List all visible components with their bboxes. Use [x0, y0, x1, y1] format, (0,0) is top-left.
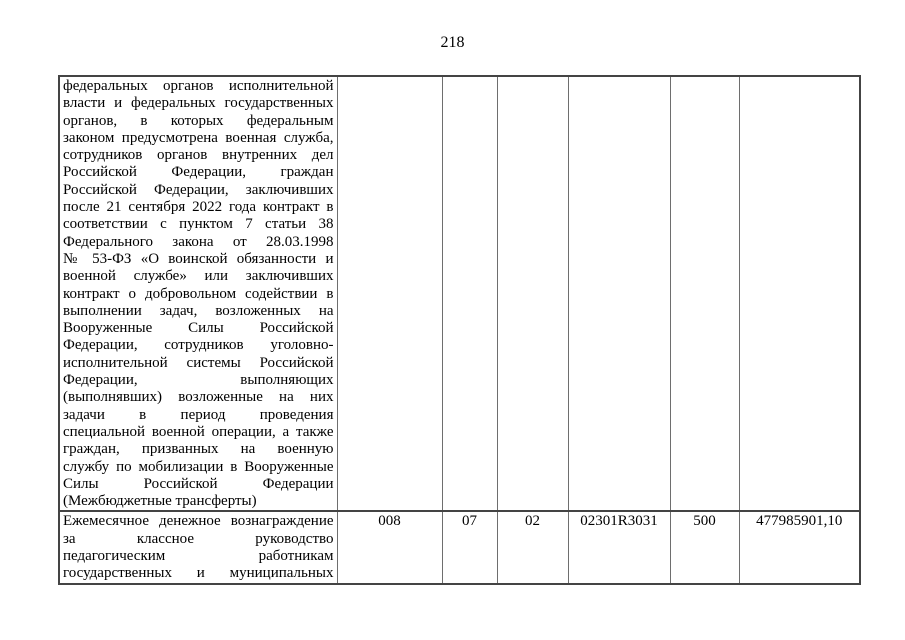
description-cell: [59, 511, 337, 583]
cell-text-line: (Межбюджетные трансферты): [63, 493, 257, 510]
cell-text-line: Федерации, выполняющих: [63, 372, 334, 389]
cell-text-line: за классное руководство: [63, 530, 334, 547]
cell-text-line: специальной военной операции, а также: [63, 423, 334, 440]
cell-text-line: службу по мобилизации в Вооруженные: [63, 458, 334, 475]
cell-text-line: Вооруженные Силы Российской: [63, 320, 334, 337]
description-cell: [59, 76, 337, 511]
cell-text-line: педагогическим работникам: [63, 548, 334, 565]
expense-type-code-cell: [670, 76, 739, 511]
section-code-cell: 07: [442, 511, 497, 583]
cell-text-line: контракт о добровольном содействии в: [63, 285, 334, 302]
cell-text-line: власти и федеральных государственных: [63, 95, 334, 112]
cell-text-line: Ежемесячное денежное вознаграждение: [63, 513, 334, 530]
target-item-code-cell: [568, 76, 670, 511]
cell-text-line: органов, в которых федеральным: [63, 112, 334, 129]
cell-text-line: военной службе» или заключивших: [63, 268, 334, 285]
cell-text-line: (выполнявших) возложенные на них: [63, 389, 334, 406]
table-row: [59, 511, 860, 583]
cell-text-line: федеральных органов исполнительной: [63, 78, 334, 94]
cell-text-line: Федерального закона от 28.03.1998: [63, 233, 334, 250]
cell-text-line: граждан, призванных на военную: [63, 441, 334, 458]
amount-cell: [739, 76, 860, 511]
cell-text-line: исполнительной системы Российской: [63, 354, 334, 371]
subsection-code-cell: 02: [497, 511, 568, 583]
budget-table: [58, 75, 861, 585]
cell-text-line: соответствии с пунктом 7 статьи 38: [63, 216, 334, 233]
expense-type-code-cell: 500: [670, 511, 739, 583]
cell-text-line: Российской Федерации, граждан: [63, 164, 334, 181]
page-number: 218: [440, 34, 465, 51]
cell-text-line: законом предусмотрена военная служба,: [63, 129, 334, 146]
target-item-code-cell: 02301R3031: [568, 511, 670, 583]
cell-text-line: Российской Федерации, заключивших: [63, 181, 334, 198]
cell-text-line: № 53-ФЗ «О воинской обязанности и: [63, 250, 334, 267]
table-row: [59, 76, 860, 511]
grbs-code-cell: [337, 76, 442, 511]
section-code-cell: [442, 76, 497, 511]
cell-text-line: государственных и муниципальных: [63, 565, 334, 582]
subsection-code-cell: [497, 76, 568, 511]
cell-text-line: задачи в период проведения: [63, 406, 334, 423]
cell-text-line: после 21 сентября 2022 года контракт в: [63, 199, 334, 216]
cell-text-line: Федерации, сотрудников уголовно-: [63, 337, 334, 354]
amount-cell: 477985901,10: [739, 511, 860, 583]
grbs-code-cell: 008: [337, 511, 442, 583]
cell-text-line: сотрудников органов внутренних дел: [63, 147, 334, 164]
cell-text-line: Силы Российской Федерации: [63, 475, 334, 492]
cell-text-line: выполнении задач, возложенных на: [63, 302, 334, 319]
